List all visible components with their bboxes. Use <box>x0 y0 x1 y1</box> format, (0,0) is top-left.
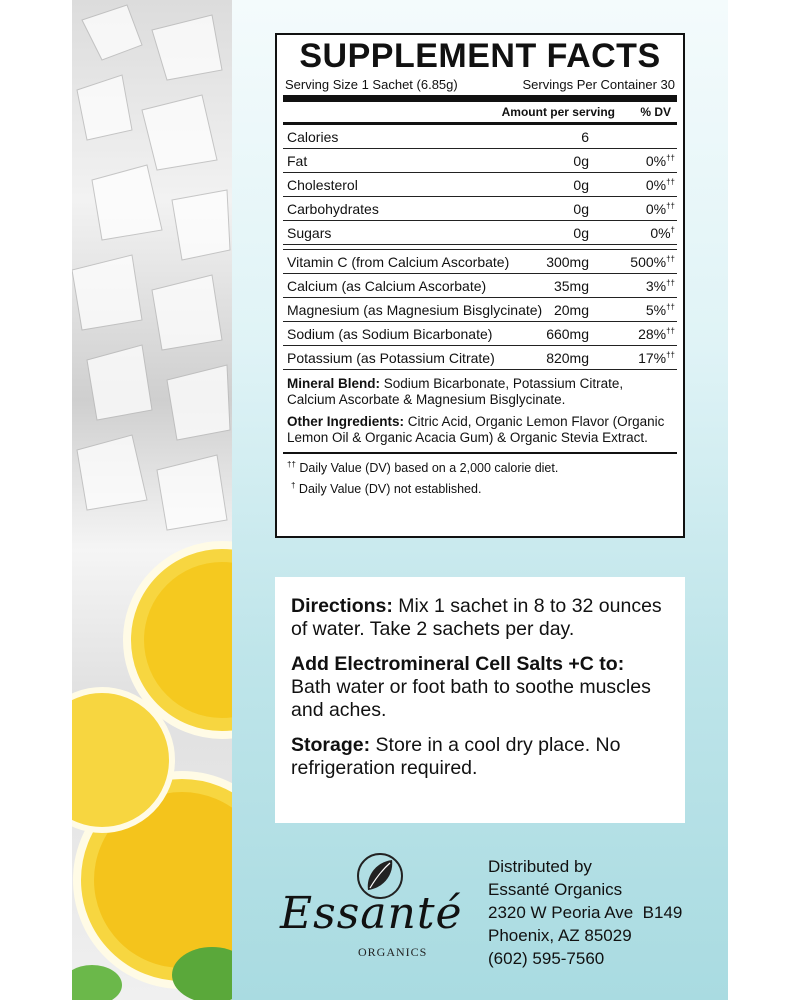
footnote-1-text: Daily Value (DV) based on a 2,000 calorie diet. <box>295 461 559 476</box>
nutrient-name: Cholesterol <box>287 177 358 193</box>
nutrient-amount: 35mg <box>553 278 589 294</box>
nutrient-amount: 0g <box>573 153 589 169</box>
other-ingredients-text: Citric Acid, Organic Lemon Flavor (Organic Lemon Oil & Organic Acacia Gum) & Organic Stevia Extract. <box>287 414 665 445</box>
nutrient-dv-value: 500% <box>630 254 667 270</box>
serving-size: Serving Size 1 Sachet (6.85g) <box>285 77 458 92</box>
nutrient-name: Calories <box>287 129 339 145</box>
nutrient-amount: 6 <box>581 129 589 145</box>
essante-logo <box>280 848 470 978</box>
storage-text: Store in a cool dry place. No refrigeration required. <box>291 734 621 779</box>
directions-panel <box>275 577 685 823</box>
directions-paragraph <box>291 595 669 641</box>
add-to-text: Bath water or foot bath to soothe muscles and aches. <box>291 676 651 721</box>
nutrient-row <box>283 250 677 274</box>
ice-and-lemon-photo <box>72 0 232 1000</box>
distributor-line-5: (602) 595-7560 <box>488 949 605 968</box>
supplement-facts-title: SUPPLEMENT FACTS <box>299 37 661 75</box>
nutrient-row <box>283 322 677 346</box>
nutrient-name: Magnesium (as Magnesium Bisglycinate) <box>287 302 543 318</box>
nutrient-dv <box>646 201 675 217</box>
nutrient-name: Potassium (as Potassium Citrate) <box>287 350 495 366</box>
nutrient-dv-value: 28% <box>638 326 667 342</box>
distributor-info <box>488 855 682 970</box>
nutrient-amount: 20mg <box>553 302 589 318</box>
nutrient-amount: 300mg <box>546 254 589 270</box>
logo-wordmark: Essanté <box>280 888 463 939</box>
add-to-paragraph <box>291 653 669 722</box>
nutrient-dv-value: 17% <box>638 350 667 366</box>
directions-label: Directions: <box>291 595 393 617</box>
nutrient-dv-value: 0% <box>645 177 667 193</box>
nutrient-name: Fat <box>287 153 308 169</box>
nutrient-dv-mark: †† <box>666 302 675 312</box>
nutrient-dv-value: 0% <box>645 153 667 169</box>
serving-info-row <box>277 77 683 92</box>
servings-per-container: Servings Per Container 30 <box>522 77 675 92</box>
nutrient-dv-mark: †† <box>666 254 675 264</box>
nutrient-dv <box>638 326 675 342</box>
directions-text: Mix 1 sachet in 8 to 32 ounces of water. Take 2 sachets per day. <box>291 595 662 640</box>
nutrient-dv <box>638 350 675 366</box>
nutrient-name: Sodium (as Sodium Bicarbonate) <box>287 326 493 342</box>
right-margin <box>728 0 800 1000</box>
dv-header: % DV <box>640 105 671 119</box>
supplement-facts-panel <box>275 33 685 538</box>
nutrient-amount: 0g <box>573 177 589 193</box>
distributor-line-4: Phoenix, AZ 85029 <box>488 926 632 945</box>
nutrient-row <box>283 173 677 197</box>
thick-divider <box>283 95 677 102</box>
nutrient-dv <box>630 254 675 270</box>
other-ingredients <box>277 408 683 446</box>
nutrient-amount: 820mg <box>546 350 589 366</box>
storage-label: Storage: <box>291 734 371 756</box>
nutrient-dv <box>646 302 675 318</box>
other-ingredients-label: Other Ingredients: <box>287 414 405 429</box>
nutrient-dv-value: 0% <box>650 225 671 241</box>
nutrient-dv-mark: † <box>670 225 675 235</box>
nutrient-dv-mark: †† <box>666 350 675 360</box>
nutrient-dv-mark: †† <box>666 153 675 163</box>
distributor-line-3: 2320 W Peoria Ave B149 <box>488 903 683 922</box>
nutrient-row <box>283 274 677 298</box>
footnote-daily-value <box>277 456 683 477</box>
nutrient-row <box>283 125 677 149</box>
nutrient-dv <box>646 278 675 294</box>
nutrient-row <box>283 346 677 370</box>
mineral-blend <box>277 370 683 408</box>
storage-paragraph <box>291 734 669 780</box>
nutrient-dv-value: 3% <box>645 278 667 294</box>
nutrient-row <box>283 298 677 322</box>
mineral-blend-text: Sodium Bicarbonate, Potassium Citrate, Calcium Ascorbate & Magnesium Bisglycinate. <box>287 376 624 407</box>
mineral-blend-label: Mineral Blend: <box>287 376 381 391</box>
nutrient-dv-value: 0% <box>645 201 667 217</box>
nutrient-name: Calcium (as Calcium Ascorbate) <box>287 278 487 294</box>
nutrient-dv-mark: †† <box>666 177 675 187</box>
footnote-2-mark: † <box>291 481 296 491</box>
footnote-divider <box>283 452 677 454</box>
footnote-not-established <box>277 477 683 498</box>
footnote-2-text: Daily Value (DV) not established. <box>295 482 482 497</box>
nutrient-amount: 0g <box>573 225 589 241</box>
distributor-line-2: Essanté Organics <box>488 880 623 899</box>
amount-header: Amount per serving <box>501 105 615 119</box>
footnote-1-mark: †† <box>287 460 296 469</box>
nutrient-name: Sugars <box>287 225 332 241</box>
logo-subtitle: ORGANICS <box>358 945 428 959</box>
nutrient-amount: 660mg <box>546 326 589 342</box>
nutrient-dv-mark: †† <box>666 278 675 288</box>
column-header-row <box>277 102 683 122</box>
left-margin <box>0 0 72 1000</box>
nutrient-dv-mark: †† <box>666 326 675 336</box>
add-to-label: Add Electromineral Cell Salts +C to: <box>291 653 625 675</box>
nutrient-dv-value: 5% <box>645 302 667 318</box>
nutrient-row <box>283 197 677 221</box>
nutrient-dv <box>646 177 675 193</box>
nutrient-name: Carbohydrates <box>287 201 379 217</box>
nutrient-dv <box>646 153 675 169</box>
nutrient-list <box>283 125 677 370</box>
nutrient-row <box>283 221 677 245</box>
distributor-line-1: Distributed by <box>488 857 592 876</box>
nutrient-name: Vitamin C (from Calcium Ascorbate) <box>287 254 510 270</box>
nutrient-row <box>283 149 677 173</box>
nutrient-dv <box>650 225 675 241</box>
nutrient-dv-mark: †† <box>666 201 675 211</box>
nutrient-amount: 0g <box>573 201 589 217</box>
